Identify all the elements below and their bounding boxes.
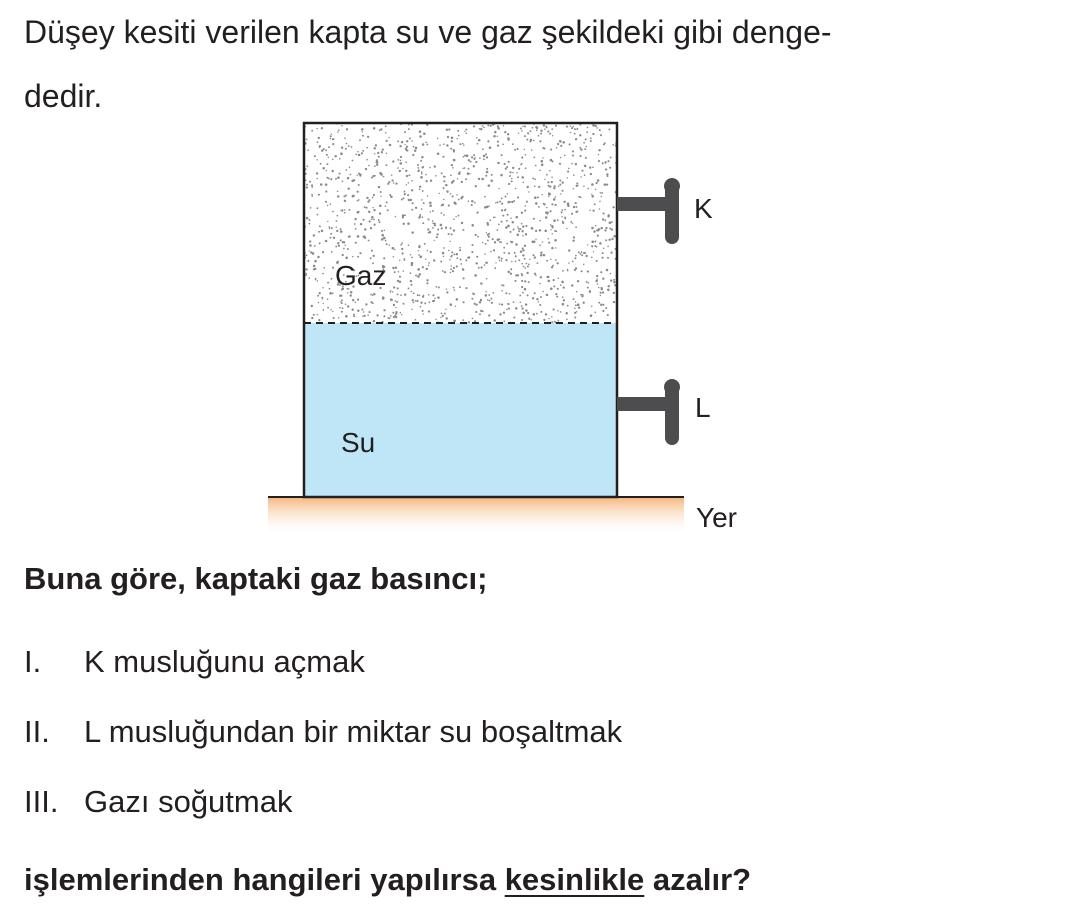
option-item [24,640,622,710]
option-number: I. [24,644,42,679]
options-list [24,640,622,850]
valve-k-label: K [694,193,713,224]
valve-l-label: L [695,392,711,423]
option-text: K musluğunu açmak [84,644,365,679]
option-number: III. [24,784,59,819]
closing-before: işlemlerinden hangileri yapılırsa [24,862,505,897]
ground-label: Yer [696,502,738,533]
ground [268,497,684,533]
option-item [24,780,622,850]
intro-line-1: Düşey kesiti verilen kapta su ve gaz şekildeki gibi denge- [24,14,832,50]
option-text: L musluğundan bir miktar su boşaltmak [84,714,623,749]
gas-label: Gaz [335,260,387,291]
option-text: Gazı soğutmak [84,784,293,819]
question-text: Buna göre, kaptaki gaz basıncı; [24,561,488,596]
closing-emphasis: kesinlikle [504,862,645,897]
valve-l [617,379,680,445]
option-item [24,710,622,780]
closing-after: azalır? [644,862,752,897]
valve-k [617,178,680,244]
water-label: Su [341,427,376,458]
closing-question [24,862,751,898]
option-number: II. [24,714,50,749]
intro-line-2: dedir. [24,78,103,114]
water-region [304,323,617,497]
